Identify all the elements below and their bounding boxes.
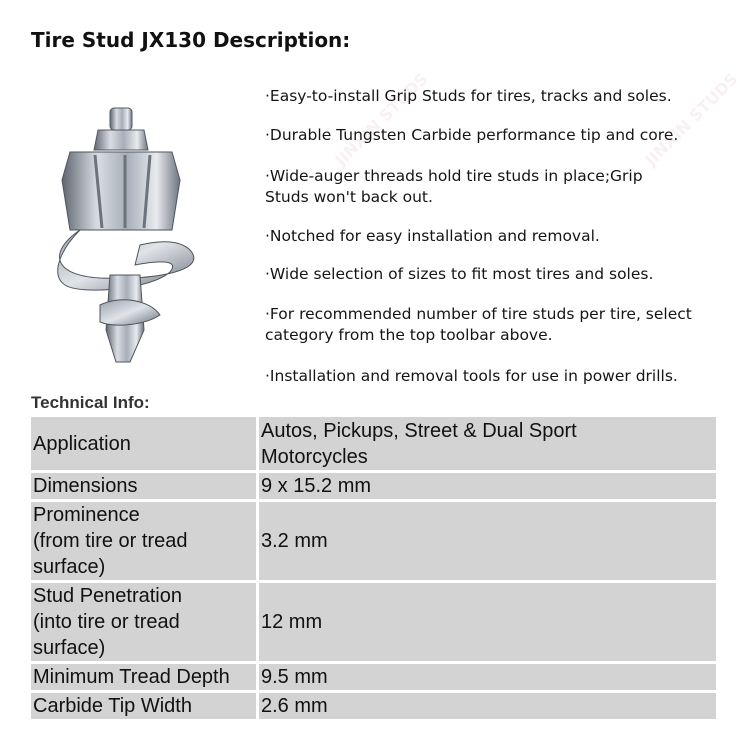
tire-stud-image [40, 100, 210, 370]
table-row [30, 663, 718, 692]
table-row [30, 692, 718, 721]
spec-value-line: 9.5 mm [261, 666, 328, 688]
spec-label-cell [30, 416, 258, 472]
feature-item: ·Wide-auger threads hold tire studs in place;Grip [265, 167, 643, 185]
feature-item: ·For recommended number of tire studs per tire, select [265, 305, 692, 323]
spec-value-cell [258, 501, 718, 582]
table-row [30, 582, 718, 663]
spec-value-cell [258, 692, 718, 721]
watermark: JINXIN STUDS [331, 69, 432, 170]
table-row [30, 416, 718, 472]
spec-label-line: surface) [33, 637, 106, 659]
table-row [30, 501, 718, 582]
feature-item: ·Easy-to-install Grip Studs for tires, tracks and soles. [265, 87, 672, 105]
technical-info-heading: Technical Info: [31, 393, 150, 412]
feature-item: category from the top toolbar above. [265, 326, 553, 344]
spec-label-cell [30, 692, 258, 721]
spec-value-line: 3.2 mm [261, 530, 328, 552]
spec-label-line: Carbide Tip Width [33, 695, 192, 717]
page-title: Tire Stud JX130 Description: [31, 28, 351, 52]
spec-value-line: 2.6 mm [261, 695, 328, 717]
feature-item: ·Wide selection of sizes to fit most tires and soles. [265, 265, 654, 283]
spec-label-line: Minimum Tread Depth [33, 666, 230, 688]
spec-label-line: Stud Penetration [33, 585, 182, 607]
specs-table [28, 414, 719, 722]
feature-item: ·Notched for easy installation and removal. [265, 227, 600, 245]
spec-value-line: 12 mm [261, 611, 323, 633]
spec-label-line: (from tire or tread [33, 530, 188, 552]
feature-item: ·Installation and removal tools for use in power drills. [265, 367, 678, 385]
spec-label-line: (into tire or tread [33, 611, 180, 633]
spec-label-cell [30, 472, 258, 501]
spec-label-line: Dimensions [33, 475, 138, 497]
spec-label-line: surface) [33, 556, 106, 578]
watermark: JINXIN STUDS [641, 69, 742, 170]
feature-item: Studs won't back out. [265, 188, 433, 206]
spec-label-cell [30, 501, 258, 582]
spec-value-cell [258, 663, 718, 692]
feature-item: ·Durable Tungsten Carbide performance tip and core. [265, 126, 679, 144]
spec-value-cell [258, 472, 718, 501]
spec-value-line: Motorcycles [261, 445, 368, 468]
spec-label-cell [30, 663, 258, 692]
spec-value-cell [258, 416, 718, 472]
spec-label-cell [30, 582, 258, 663]
spec-value-line: Autos, Pickups, Street & Dual Sport [261, 419, 577, 442]
table-row [30, 472, 718, 501]
spec-label-line: Application [33, 432, 131, 455]
spec-label-line: Prominence [33, 504, 140, 526]
spec-value-cell [258, 582, 718, 663]
spec-value-line: 9 x 15.2 mm [261, 475, 372, 497]
